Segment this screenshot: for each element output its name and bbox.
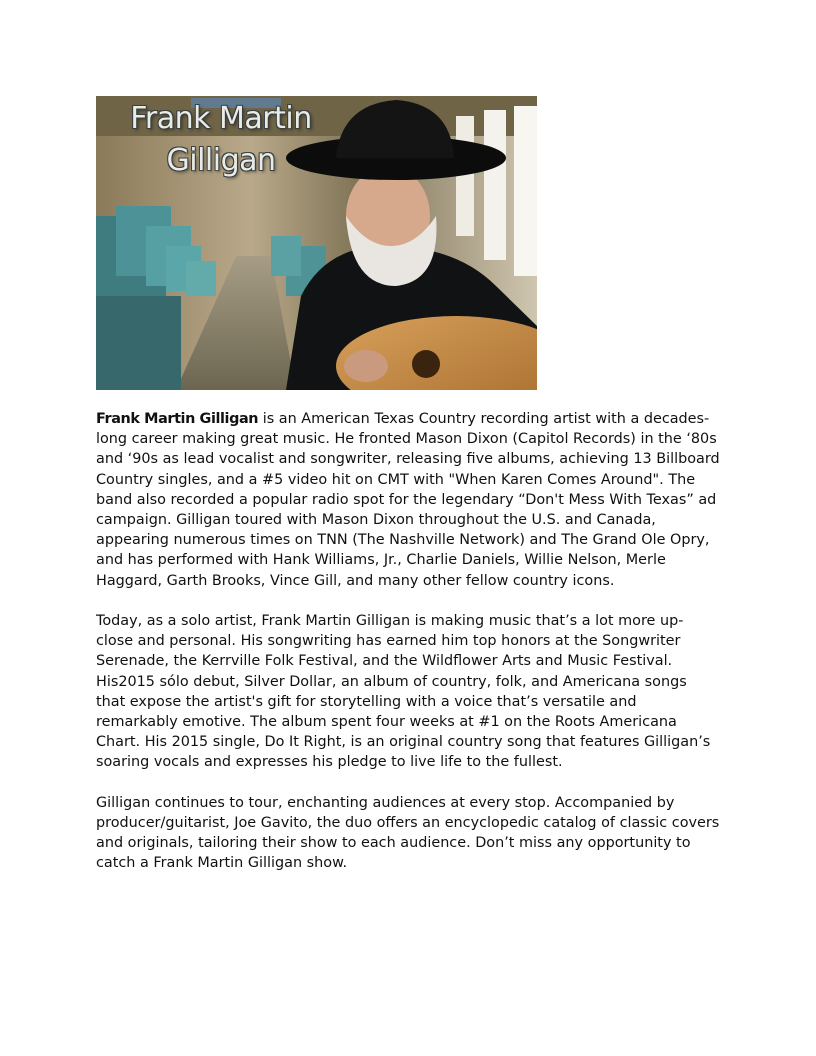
photo-caption-line1: Frank Martin	[130, 101, 312, 136]
photo-caption	[96, 98, 346, 182]
bio-paragraph-1-text: is an American Texas Country recording artist with a decades-long career making great music. He fronted Mason Dixon (Capitol Records) in the ‘80s and ‘90s as lead vocalist and songwriter, releasing five albums, achieving 13 Billboard Country singles, and a #5 video hit on CMT with "When Karen Comes Around". The band also recorded a popular radio spot for the legendary “Don't Mess With Texas” ad campaign. Gilligan toured with Mason Dixon throughout the U.S. and Canada, appearing numerous times on TNN (The Nashville Network) and The Grand Ole Opry, and has performed with Hank Williams, Jr., Charlie Daniels, Willie Nelson, Merle Haggard, Garth Brooks, Vince Gill, and many other fellow country icons.	[96, 411, 720, 589]
bio-text	[96, 409, 720, 894]
artist-name: Frank Martin Gilligan	[96, 411, 259, 427]
bio-paragraph-1	[96, 409, 720, 591]
bio-paragraph-2: Today, as a solo artist, Frank Martin Gilligan is making music that’s a lot more up-close and personal. His songwriting has earned him top honors at the Songwriter Serenade, the Kerrville Folk Festival, and the Wildflower Arts and Music Festival. His2015 sólo debut, Silver Dollar, an album of country, folk, and Americana songs that expose the artist's gift for storytelling with a voice that’s versatile and remarkably emotive. The album spent four weeks at #1 on the Roots Americana Chart. His 2015 single, Do It Right, is an original country song that features Gilligan’s soaring vocals and expresses his pledge to live life to the fullest.	[96, 613, 711, 771]
bio-paragraph-3: Gilligan continues to tour, enchanting audiences at every stop. Accompanied by producer/guitarist, Joe Gavito, the duo offers an encyclopedic catalog of classic covers and originals, tailoring their show to each audience. Don’t miss any opportunity to catch a Frank Martin Gilligan show.	[96, 794, 720, 872]
photo-caption-line2: Gilligan	[166, 143, 276, 178]
